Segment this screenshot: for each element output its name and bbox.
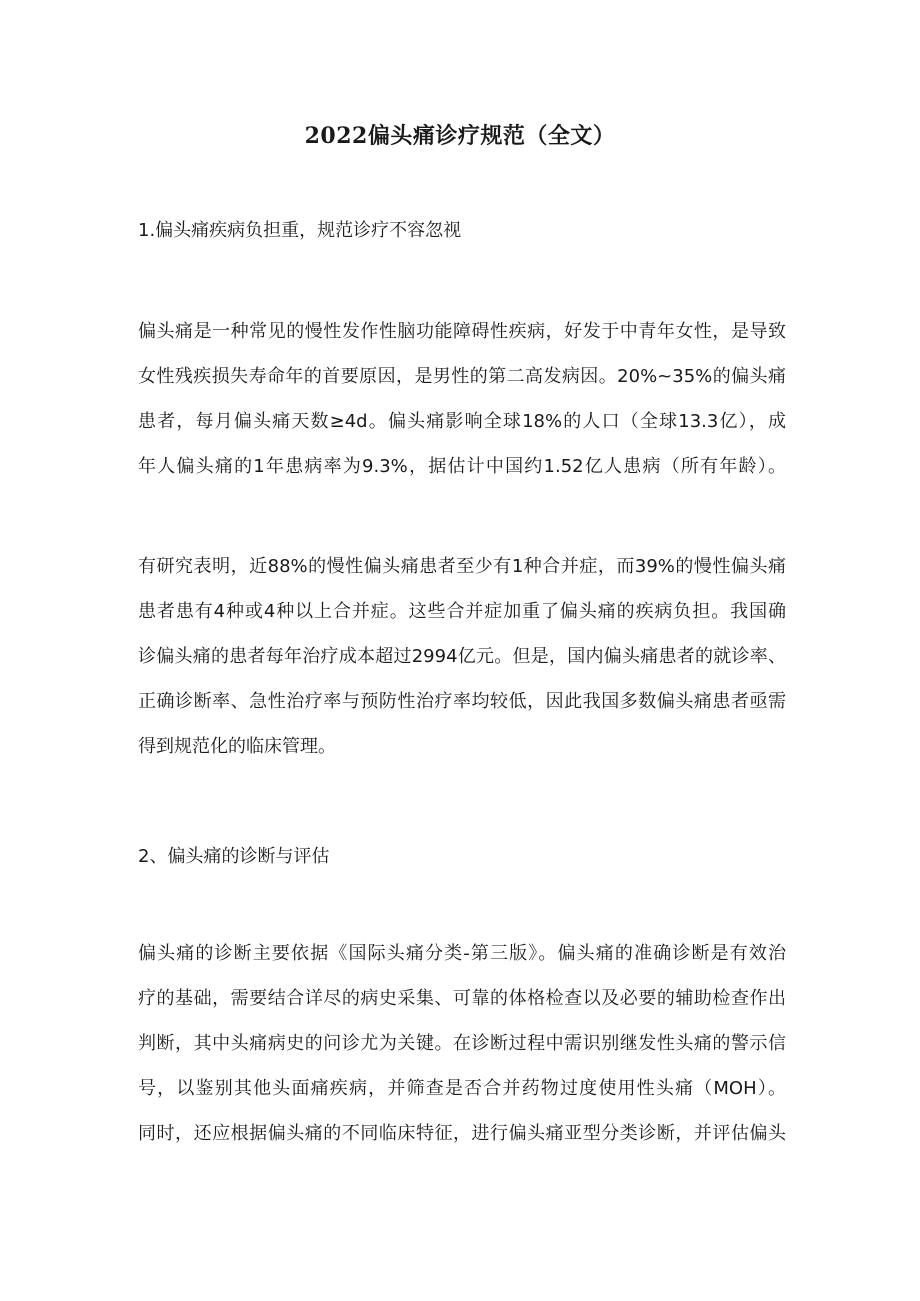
paragraph-1-line: 偏头痛是一种常见的慢性发作性脑功能障碍性疾病，好发于中青年女性，是导致 xyxy=(138,321,786,342)
section-heading-1: 1.偏头痛疾病负担重，规范诊疗不容忽视 xyxy=(138,220,462,241)
paragraph-1-line: 年人偏头痛的1年患病率为9.3%，据估计中国约1.52亿人患病（所有年龄）。 xyxy=(138,456,786,477)
paragraph-2-line: 诊偏头痛的患者每年治疗成本超过2994亿元。但是，国内偏头痛患者的就诊率、 xyxy=(138,646,786,667)
paragraph-2 xyxy=(138,544,786,769)
paragraph-1 xyxy=(138,309,786,489)
paragraph-3 xyxy=(138,931,786,1156)
section-heading-2: 2、偏头痛的诊断与评估 xyxy=(138,846,330,867)
paragraph-1-line: 女性残疾损失寿命年的首要原因，是男性的第二高发病因。20%~35%的偏头痛 xyxy=(138,366,786,387)
paragraph-1-line: 患者，每月偏头痛天数≥4d。偏头痛影响全球18%的人口（全球13.3亿），成 xyxy=(138,411,786,432)
document-title: 2022偏头痛诊疗规范（全文） xyxy=(304,123,616,149)
paragraph-3-line: 判断，其中头痛病史的问诊尤为关键。在诊断过程中需识别继发性头痛的警示信 xyxy=(138,1033,786,1054)
paragraph-2-line: 得到规范化的临床管理。 xyxy=(138,736,336,757)
paragraph-3-line: 号，以鉴别其他头面痛疾病，并筛查是否合并药物过度使用性头痛（MOH）。 xyxy=(138,1078,786,1099)
paragraph-2-line: 患者患有4种或4种以上合并症。这些合并症加重了偏头痛的疾病负担。我国确 xyxy=(138,601,786,622)
paragraph-3-line: 疗的基础，需要结合详尽的病史采集、可靠的体格检查以及必要的辅助检查作出 xyxy=(138,988,786,1009)
paragraph-3-line: 偏头痛的诊断主要依据《国际头痛分类-第三版》。偏头痛的准确诊断是有效治 xyxy=(138,943,786,964)
paragraph-3-line: 同时，还应根据偏头痛的不同临床特征，进行偏头痛亚型分类诊断，并评估偏头 xyxy=(138,1123,786,1144)
paragraph-2-line: 正确诊断率、急性治疗率与预防性治疗率均较低，因此我国多数偏头痛患者亟需 xyxy=(138,691,786,712)
paragraph-2-line: 有研究表明，近88%的慢性偏头痛患者至少有1种合并症，而39%的慢性偏头痛 xyxy=(138,556,786,577)
